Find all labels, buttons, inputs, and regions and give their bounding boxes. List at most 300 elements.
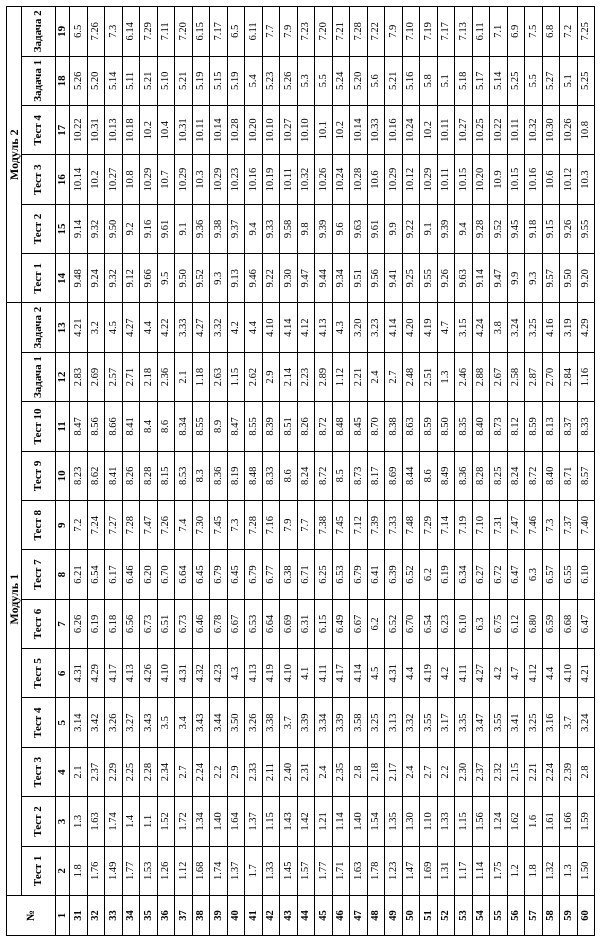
table-cell: 8.36	[210, 451, 228, 500]
table-cell: 4.3	[332, 303, 350, 352]
table-cell: 2.89	[315, 352, 333, 401]
table-cell: 8.59	[420, 402, 438, 451]
table-cell: 3.17	[437, 698, 455, 747]
table-cell: 7.3	[542, 501, 560, 550]
table-cell: 10.9	[490, 155, 508, 204]
table-cell: 2.8	[577, 747, 595, 796]
table-cell: 4.24	[472, 303, 490, 352]
table-cell: 10.22	[490, 106, 508, 155]
table-cell: 2.21	[525, 747, 543, 796]
table-cell: 4.10	[560, 649, 578, 698]
table-cell: 1.18	[192, 352, 210, 401]
table-cell: 8.33	[262, 451, 280, 500]
table-cell: 1.7	[245, 846, 263, 895]
table-cell: 6.21	[70, 550, 88, 599]
header-row-indices	[56, 7, 70, 936]
table-cell: 1.75	[490, 846, 508, 895]
table-cell: 1.24	[490, 797, 508, 846]
table-cell: 3.15	[455, 303, 473, 352]
table-cell: 9.13	[227, 254, 245, 303]
table-cell: 7.10	[402, 7, 420, 57]
results-table	[6, 6, 595, 936]
table-cell: 7.5	[525, 7, 543, 57]
table-cell: 8.4	[140, 402, 158, 451]
column-index: 11	[56, 402, 70, 451]
table-cell: 9.47	[490, 254, 508, 303]
table-cell: 2.33	[245, 747, 263, 796]
table-cell: 9.26	[560, 204, 578, 253]
column-index: 3	[56, 797, 70, 846]
table-cell: 4.1	[297, 649, 315, 698]
table-cell: 3.58	[350, 698, 368, 747]
table-cell: 10.11	[437, 106, 455, 155]
column-header: Тест 5	[22, 649, 56, 698]
table-cell: 7.17	[437, 7, 455, 57]
table-cell: 8.41	[122, 402, 140, 451]
table-cell: 8.47	[70, 402, 88, 451]
table-cell: 7.28	[245, 501, 263, 550]
table-cell: 2.21	[350, 352, 368, 401]
table-cell: 1.56	[472, 797, 490, 846]
table-cell: 6.54	[420, 599, 438, 648]
table-cell: 1.34	[192, 797, 210, 846]
table-cell: 8.36	[455, 451, 473, 500]
table-cell: 7.14	[437, 501, 455, 550]
table-cell: 2.88	[472, 352, 490, 401]
table-cell: 3.55	[490, 698, 508, 747]
table-cell: 1.2	[507, 846, 525, 895]
table-cell: 6.26	[70, 599, 88, 648]
table-cell: 7.9	[385, 7, 403, 57]
table-cell: 6.73	[140, 599, 158, 648]
table-cell: 5.25	[577, 56, 595, 105]
table-cell: 2.14	[280, 352, 298, 401]
table-row	[542, 7, 560, 936]
module-2-header: Модуль 2	[7, 7, 22, 304]
table-cell: 10.29	[420, 155, 438, 204]
row-number: 36	[157, 896, 175, 936]
table-cell: 2.48	[402, 352, 420, 401]
table-cell: 1.37	[245, 797, 263, 846]
table-cell: 1.59	[577, 797, 595, 846]
table-cell: 6.57	[542, 550, 560, 599]
table-cell: 9.25	[402, 254, 420, 303]
table-cell: 1.72	[175, 797, 193, 846]
table-cell: 3.44	[210, 698, 228, 747]
table-cell: 6.55	[560, 550, 578, 599]
table-cell: 6.67	[227, 599, 245, 648]
table-cell: 1.40	[210, 797, 228, 846]
table-cell: 5.25	[507, 56, 525, 105]
table-cell: 2.15	[507, 747, 525, 796]
table-cell: 6.70	[402, 599, 420, 648]
table-cell: 10.7	[157, 155, 175, 204]
row-number: 52	[437, 896, 455, 936]
table-cell: 9.3	[210, 254, 228, 303]
table-row	[455, 7, 473, 936]
table-cell: 7.19	[455, 501, 473, 550]
column-header: Тест 4	[22, 106, 56, 155]
table-cell: 7.47	[140, 501, 158, 550]
table-cell: 1.68	[192, 846, 210, 895]
table-cell: 7.27	[105, 501, 123, 550]
table-cell: 10.16	[245, 155, 263, 204]
table-cell: 10.4	[157, 106, 175, 155]
table-cell: 7.33	[385, 501, 403, 550]
table-cell: 1.30	[402, 797, 420, 846]
table-cell: 6.3	[472, 599, 490, 648]
table-cell: 5.5	[525, 56, 543, 105]
table-cell: 5.5	[315, 56, 333, 105]
table-cell: 6.47	[507, 550, 525, 599]
table-cell: 1.69	[420, 846, 438, 895]
table-cell: 9.41	[385, 254, 403, 303]
table-cell: 8.72	[315, 451, 333, 500]
table-cell: 1.76	[87, 846, 105, 895]
table-cell: 7.17	[210, 7, 228, 57]
table-cell: 8.63	[402, 402, 420, 451]
table-row	[402, 7, 420, 936]
table-cell: 4.10	[280, 649, 298, 698]
table-cell: 4.4	[402, 649, 420, 698]
column-header: Тест 1	[22, 846, 56, 895]
column-header: Тест 2	[22, 797, 56, 846]
table-cell: 2.11	[262, 747, 280, 796]
table-cell: 4.14	[280, 303, 298, 352]
table-cell: 3.34	[315, 698, 333, 747]
table-cell: 8.9	[210, 402, 228, 451]
table-cell: 3.25	[525, 698, 543, 747]
table-cell: 10.8	[122, 155, 140, 204]
table-cell: 6.8	[542, 7, 560, 57]
table-cell: 10.31	[175, 106, 193, 155]
table-cell: 3.33	[175, 303, 193, 352]
table-cell: 9.26	[437, 254, 455, 303]
row-number: 45	[315, 896, 333, 936]
row-number: 32	[87, 896, 105, 936]
row-number: 43	[280, 896, 298, 936]
column-index: 9	[56, 501, 70, 550]
row-number: 38	[192, 896, 210, 936]
table-cell: 8.57	[577, 451, 595, 500]
table-cell: 2.37	[87, 747, 105, 796]
table-cell: 8.73	[490, 402, 508, 451]
table-cell: 8.6	[420, 451, 438, 500]
table-cell: 10.1	[315, 106, 333, 155]
table-cell: 8.6	[157, 402, 175, 451]
table-cell: 2.40	[280, 747, 298, 796]
column-header: Задача 1	[22, 352, 56, 401]
table-cell: 10.2	[332, 106, 350, 155]
table-cell: 3.8	[490, 303, 508, 352]
table-cell: 4.31	[70, 649, 88, 698]
table-cell: 6.9	[507, 7, 525, 57]
table-cell: 3.42	[87, 698, 105, 747]
table-cell: 2.17	[385, 747, 403, 796]
table-cell: 8.26	[297, 402, 315, 451]
table-row	[210, 7, 228, 936]
table-row	[490, 7, 508, 936]
table-cell: 2.58	[507, 352, 525, 401]
table-cell: 2.69	[87, 352, 105, 401]
table-cell: 8.47	[227, 402, 245, 451]
table-cell: 3.4	[175, 698, 193, 747]
table-cell: 9.24	[87, 254, 105, 303]
table-cell: 9.1	[175, 204, 193, 253]
table-cell: 9.37	[227, 204, 245, 253]
column-index: 7	[56, 599, 70, 648]
table-cell: 7.28	[350, 7, 368, 57]
table-cell: 8.56	[87, 402, 105, 451]
table-cell: 1.21	[315, 797, 333, 846]
table-cell: 2.7	[385, 352, 403, 401]
table-cell: 5.27	[542, 56, 560, 105]
table-cell: 9.14	[70, 204, 88, 253]
column-header: Тест 4	[22, 698, 56, 747]
table-cell: 2.4	[402, 747, 420, 796]
table-cell: 4.19	[420, 649, 438, 698]
table-cell: 5.19	[192, 56, 210, 105]
table-cell: 7.9	[280, 501, 298, 550]
table-cell: 1.74	[105, 797, 123, 846]
row-number: 54	[472, 896, 490, 936]
table-cell: 1.77	[122, 846, 140, 895]
table-cell: 2.51	[420, 352, 438, 401]
table-cell: 1.14	[472, 846, 490, 895]
table-cell: 3.39	[297, 698, 315, 747]
table-cell: 6.80	[525, 599, 543, 648]
table-cell: 9.12	[122, 254, 140, 303]
table-cell: 2.35	[332, 747, 350, 796]
table-cell: 9.34	[332, 254, 350, 303]
table-cell: 1.71	[332, 846, 350, 895]
table-cell: 9.39	[437, 204, 455, 253]
table-cell: 5.23	[262, 56, 280, 105]
table-cell: 1.14	[332, 797, 350, 846]
table-cell: 5.16	[402, 56, 420, 105]
table-cell: 8.53	[175, 451, 193, 500]
table-cell: 2.32	[490, 747, 508, 796]
table-row	[350, 7, 368, 936]
table-cell: 4.13	[122, 649, 140, 698]
table-cell: 1.50	[577, 846, 595, 895]
table-cell: 10.10	[297, 106, 315, 155]
column-index: 4	[56, 747, 70, 796]
column-header: Тест 10	[22, 402, 56, 451]
column-header: Тест 9	[22, 451, 56, 500]
table-cell: 10.15	[507, 155, 525, 204]
table-cell: 4.16	[542, 303, 560, 352]
table-cell: 2.46	[455, 352, 473, 401]
header-row-columns	[22, 7, 56, 936]
table-cell: 9.6	[332, 204, 350, 253]
table-cell: 6.59	[542, 599, 560, 648]
table-cell: 10.29	[140, 155, 158, 204]
table-cell: 9.28	[472, 204, 490, 253]
table-cell: 8.33	[577, 402, 595, 451]
table-cell: 4.2	[227, 303, 245, 352]
column-index: 2	[56, 846, 70, 895]
column-index: 13	[56, 303, 70, 352]
table-cell: 1.1	[140, 797, 158, 846]
table-cell: 7.21	[332, 7, 350, 57]
table-cell: 10.14	[350, 106, 368, 155]
table-cell: 3.20	[350, 303, 368, 352]
table-cell: 1.43	[280, 797, 298, 846]
table-cell: 10.13	[105, 106, 123, 155]
table-cell: 10.6	[367, 155, 385, 204]
table-cell: 10.29	[175, 155, 193, 204]
table-cell: 10.11	[437, 155, 455, 204]
table-cell: 10.3	[192, 155, 210, 204]
table-cell: 10.16	[385, 106, 403, 155]
table-cell: 10.29	[385, 155, 403, 204]
table-cell: 2.67	[490, 352, 508, 401]
table-cell: 8.66	[105, 402, 123, 451]
table-cell: 4.5	[105, 303, 123, 352]
table-cell: 3.50	[227, 698, 245, 747]
table-cell: 7.37	[560, 501, 578, 550]
table-cell: 8.69	[385, 451, 403, 500]
table-cell: 6.45	[192, 550, 210, 599]
row-number: 55	[490, 896, 508, 936]
column-header: Тест 3	[22, 155, 56, 204]
column-index: 15	[56, 204, 70, 253]
table-cell: 2.25	[122, 747, 140, 796]
table-cell: 9.9	[385, 204, 403, 253]
table-cell: 4.22	[157, 303, 175, 352]
table-cell: 4.21	[577, 649, 595, 698]
row-number: 41	[245, 896, 263, 936]
table-cell: 1.40	[350, 797, 368, 846]
table-cell: 10.27	[105, 155, 123, 204]
table-cell: 8.40	[472, 402, 490, 451]
table-cell: 2.71	[122, 352, 140, 401]
table-row	[507, 7, 525, 936]
table-cell: 4.13	[245, 649, 263, 698]
table-cell: 10.14	[210, 106, 228, 155]
table-cell: 8.72	[315, 402, 333, 451]
table-cell: 2.1	[70, 747, 88, 796]
table-cell: 5.20	[87, 56, 105, 105]
table-cell: 1.15	[455, 797, 473, 846]
table-cell: 9.44	[315, 254, 333, 303]
table-cell: 10.3	[577, 155, 595, 204]
table-cell: 6.34	[455, 550, 473, 599]
table-cell: 4.2	[437, 649, 455, 698]
table-cell: 9.56	[367, 254, 385, 303]
table-cell: 9.3	[525, 254, 543, 303]
table-cell: 6.2	[367, 599, 385, 648]
table-row	[577, 7, 595, 936]
table-cell: 2.28	[140, 747, 158, 796]
table-cell: 10.14	[70, 155, 88, 204]
table-cell: 4.31	[385, 649, 403, 698]
table-cell: 3.7	[280, 698, 298, 747]
table-cell: 2.39	[560, 747, 578, 796]
table-cell: 10.6	[542, 155, 560, 204]
table-cell: 6.45	[227, 550, 245, 599]
table-cell: 6.72	[490, 550, 508, 599]
table-cell: 8.72	[525, 451, 543, 500]
table-cell: 1.47	[402, 846, 420, 895]
table-cell: 7.40	[577, 501, 595, 550]
table-cell: 1.53	[140, 846, 158, 895]
table-cell: 10.32	[297, 155, 315, 204]
table-cell: 8.48	[245, 451, 263, 500]
table-cell: 9.14	[472, 254, 490, 303]
table-cell: 8.24	[507, 451, 525, 500]
table-cell: 4.29	[577, 303, 595, 352]
table-cell: 2.7	[175, 747, 193, 796]
table-cell: 8.73	[350, 451, 368, 500]
table-cell: 1.12	[332, 352, 350, 401]
table-cell: 10.19	[262, 155, 280, 204]
table-cell: 9.55	[577, 204, 595, 253]
table-cell: 10.29	[210, 155, 228, 204]
table-cell: 5.3	[297, 56, 315, 105]
table-cell: 5.4	[245, 56, 263, 105]
header-row-modules	[7, 7, 22, 936]
table-cell: 1.37	[227, 846, 245, 895]
table-cell: 1.33	[262, 846, 280, 895]
table-cell: 4.29	[87, 649, 105, 698]
table-cell: 10.11	[507, 106, 525, 155]
table-cell: 3.25	[367, 698, 385, 747]
table-cell: 8.28	[140, 451, 158, 500]
row-number: 57	[525, 896, 543, 936]
column-index: 8	[56, 550, 70, 599]
table-cell: 10.20	[472, 155, 490, 204]
table-cell: 9.5	[157, 254, 175, 303]
table-cell: 10.2	[420, 106, 438, 155]
table-cell: 10.10	[262, 106, 280, 155]
table-cell: 2.70	[542, 352, 560, 401]
table-cell: 9.46	[245, 254, 263, 303]
table-cell: 6.75	[490, 599, 508, 648]
table-cell: 4.32	[192, 649, 210, 698]
table-cell: 8.38	[385, 402, 403, 451]
table-cell: 8.35	[455, 402, 473, 451]
table-cell: 10.2	[140, 106, 158, 155]
table-row	[262, 7, 280, 936]
table-cell: 10.2	[87, 155, 105, 204]
table-row	[560, 7, 578, 936]
table-cell: 9.45	[507, 204, 525, 253]
table-cell: 3.24	[577, 698, 595, 747]
table-row	[105, 7, 123, 936]
table-cell: 10.30	[542, 106, 560, 155]
table-cell: 8.28	[472, 451, 490, 500]
table-cell: 3.47	[472, 698, 490, 747]
table-cell: 7.29	[140, 7, 158, 57]
table-cell: 8.51	[280, 402, 298, 451]
table-cell: 2.2	[210, 747, 228, 796]
table-cell: 6.27	[472, 550, 490, 599]
table-cell: 7.25	[577, 7, 595, 57]
table-cell: 9.63	[350, 204, 368, 253]
table-cell: 10.24	[402, 106, 420, 155]
table-row	[315, 7, 333, 936]
table-cell: 4.4	[245, 303, 263, 352]
table-cell: 4.21	[70, 303, 88, 352]
table-cell: 8.15	[157, 451, 175, 500]
column-index: 1	[56, 896, 70, 936]
table-cell: 7.2	[70, 501, 88, 550]
table-cell: 6.73	[175, 599, 193, 648]
table-row	[70, 7, 88, 936]
table-cell: 1.4	[122, 797, 140, 846]
